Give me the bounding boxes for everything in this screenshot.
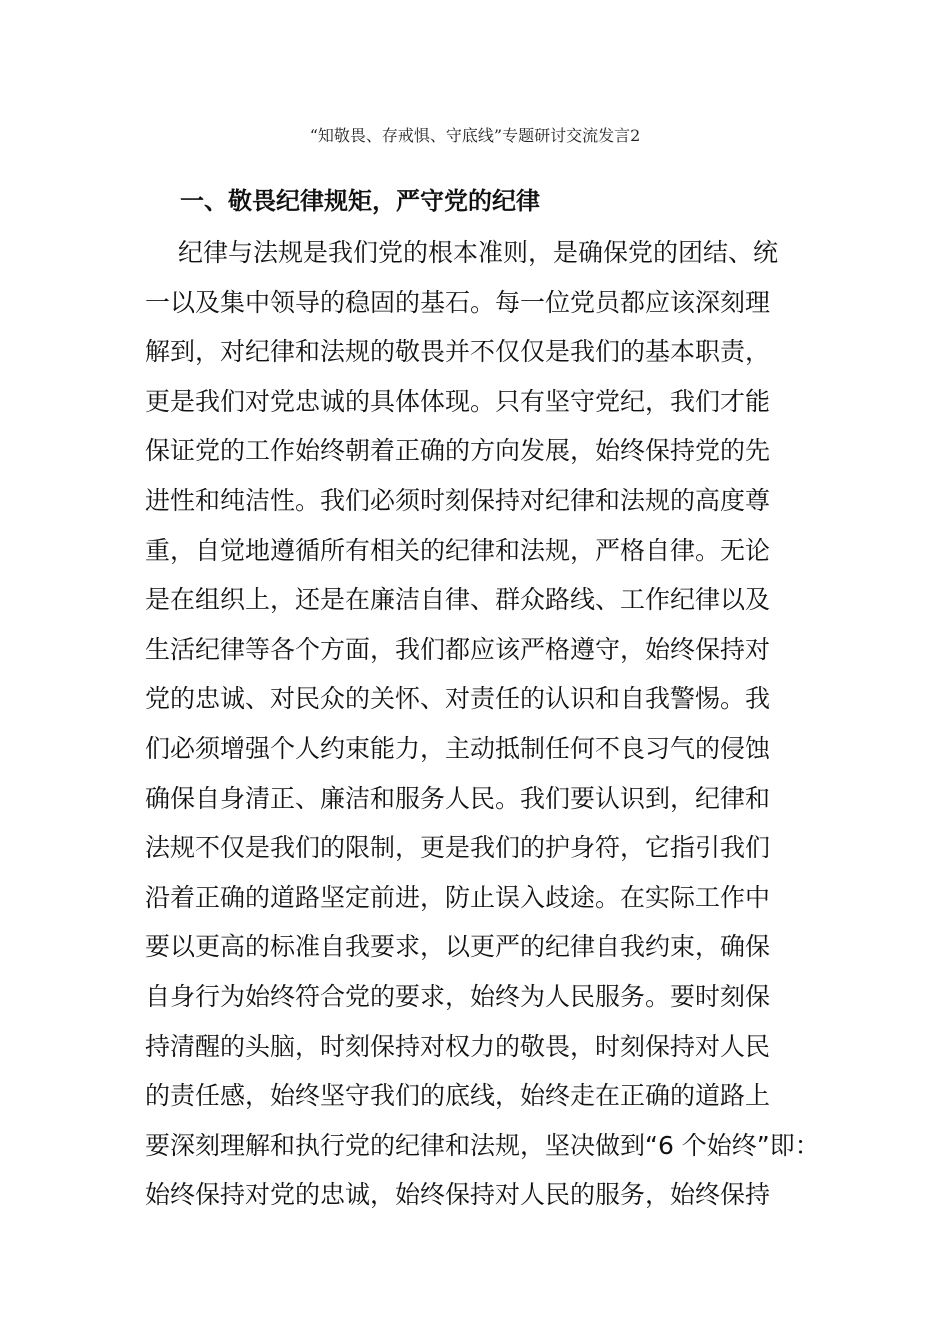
body-paragraph	[145, 228, 825, 1220]
paragraph-line: 确保自身清正、廉洁和服务人民。我们要认识到，纪律和	[145, 783, 771, 813]
section-heading: 一、敬畏纪律规矩，严守党的纪律	[180, 187, 540, 215]
paragraph-line: 自身行为始终符合党的要求，始终为人民服务。要时刻保	[145, 981, 771, 1011]
paragraph-line: 的责任感，始终坚守我们的底线，始终走在正确的道路上	[145, 1081, 771, 1111]
paragraph-line: 重，自觉地遵循所有相关的纪律和法规，严格自律。无论	[145, 535, 771, 565]
paragraph-line: 持清醒的头脑，时刻保持对权力的敬畏，时刻保持对人民	[145, 1031, 771, 1061]
paragraph-line: 更是我们对党忠诚的具体体现。只有坚守党纪，我们才能	[145, 386, 771, 416]
paragraph-line: 党的忠诚、对民众的关怀、对责任的认识和自我警惕。我	[145, 684, 771, 714]
paragraph-line: 解到，对纪律和法规的敬畏并不仅仅是我们的基本职责，	[145, 337, 771, 367]
paragraph-line: 进性和纯洁性。我们必须时刻保持对纪律和法规的高度尊	[145, 485, 771, 515]
paragraph-line: 是在组织上，还是在廉洁自律、群众路线、工作纪律以及	[145, 585, 771, 615]
paragraph-line: 一以及集中领导的稳固的基石。每一位党员都应该深刻理	[145, 287, 771, 317]
paragraph-line: 保证党的工作始终朝着正确的方向发展，始终保持党的先	[145, 436, 771, 466]
paragraph-line: 法规不仅是我们的限制，更是我们的护身符，它指引我们	[145, 833, 771, 863]
document-title: “知敬畏、存戒惧、守底线”专题研讨交流发言2	[309, 126, 641, 145]
paragraph-line: 要以更高的标准自我要求，以更严的纪律自我约束，确保	[145, 932, 771, 962]
paragraph-line: 生活纪律等各个方面，我们都应该严格遵守，始终保持对	[145, 634, 771, 664]
paragraph-line: 纪律与法规是我们党的根本准则，是确保党的团结、统	[178, 238, 779, 267]
paragraph-line: 始终保持对党的忠诚，始终保持对人民的服务，始终保持	[145, 1180, 771, 1210]
paragraph-line: 们必须增强个人约束能力，主动抵制任何不良习气的侵蚀	[145, 733, 771, 763]
paragraph-line: 沿着正确的道路坚定前进，防止误入歧途。在实际工作中	[145, 882, 771, 912]
paragraph-line: 要深刻理解和执行党的纪律和法规，坚决做到“6 个始终”即：	[145, 1130, 820, 1160]
